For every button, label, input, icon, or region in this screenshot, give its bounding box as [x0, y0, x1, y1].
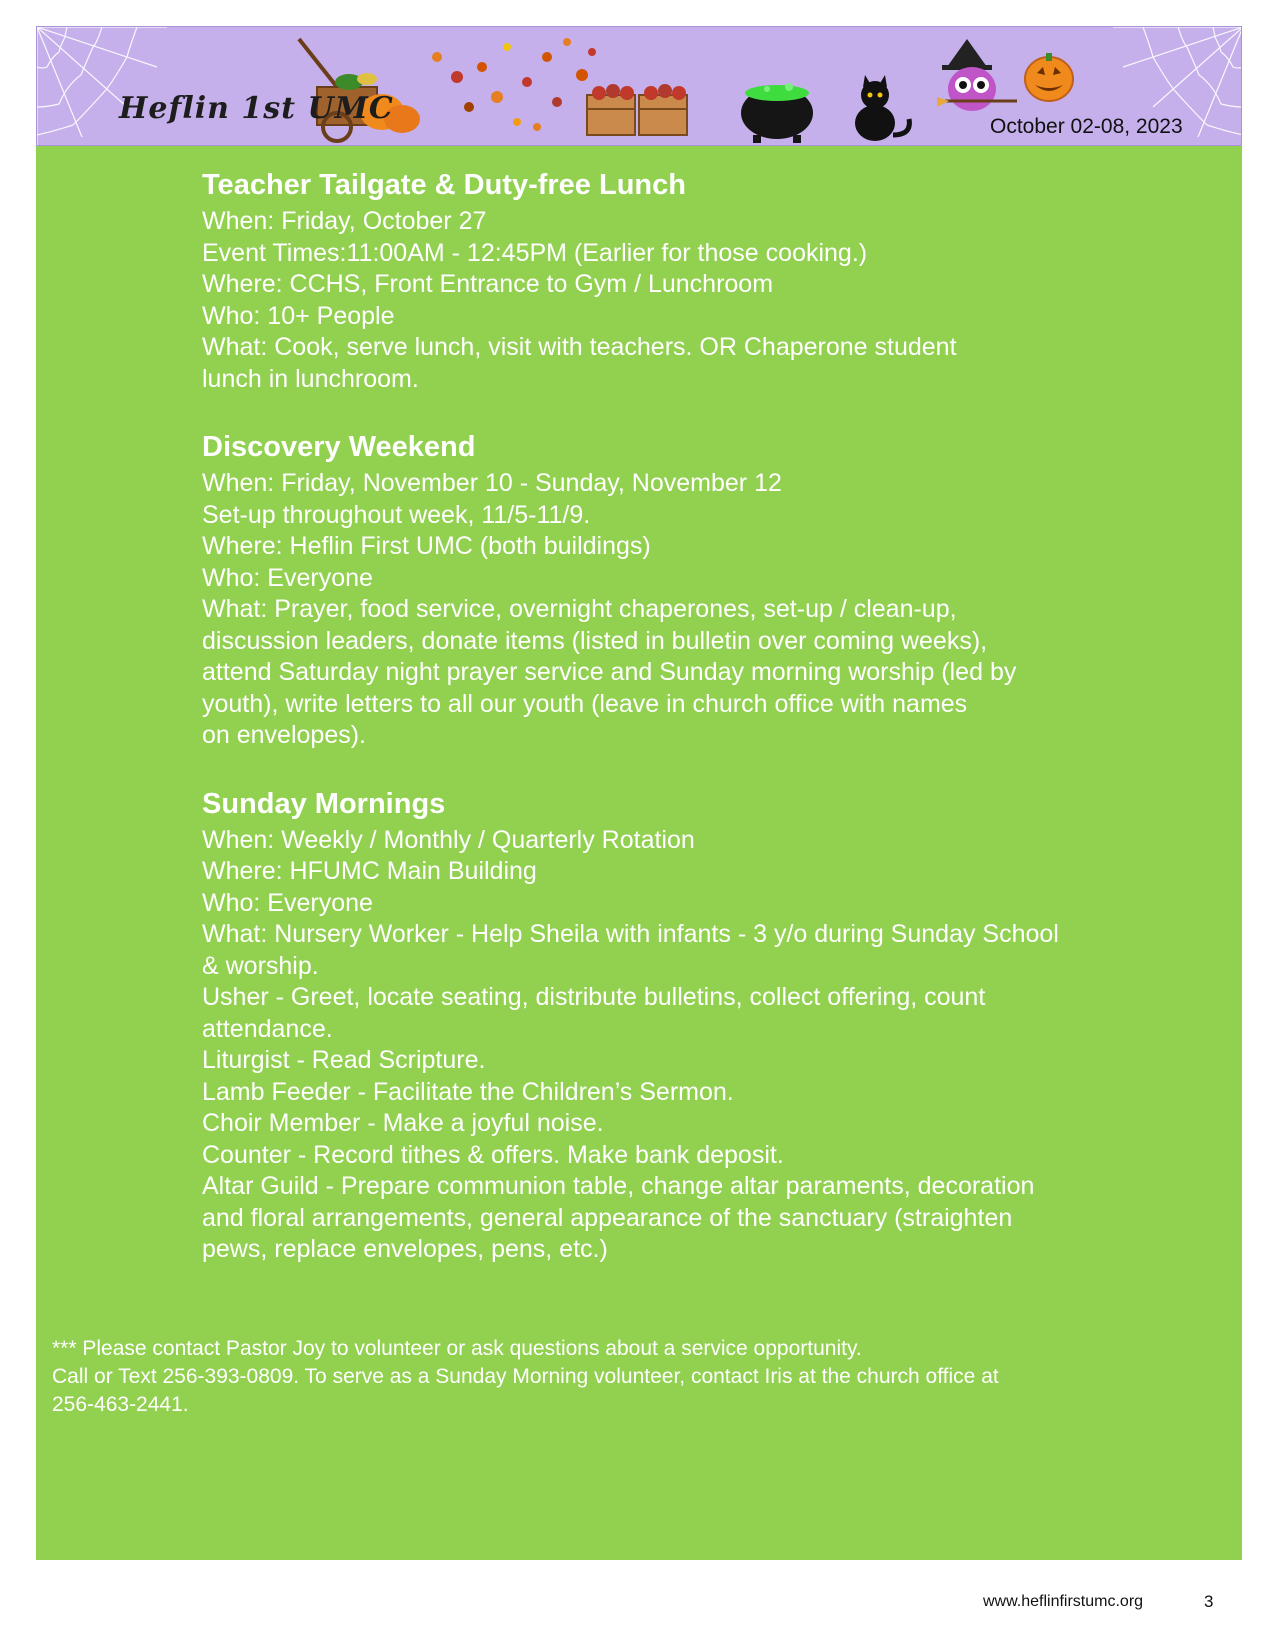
newsletter-date: October 02-08, 2023: [990, 115, 1183, 138]
detail-line: discussion leaders, donate items (listed in bulletin over coming weeks),: [202, 626, 988, 655]
detail-line: Choir Member - Make a joyful noise.: [202, 1109, 604, 1137]
opportunity-section: [202, 166, 1232, 395]
detail-line: Where: HFUMC Main Building: [202, 857, 537, 885]
detail-line: When: Friday, October 27: [202, 207, 487, 235]
section-heading: Teacher Tailgate & Duty-free Lunch: [202, 169, 686, 201]
detail-line: When: Weekly / Monthly / Quarterly Rotation: [202, 825, 695, 854]
header-banner: [36, 26, 1242, 146]
page-number: 3: [1204, 1592, 1214, 1611]
opportunity-section: [202, 428, 1232, 752]
detail-line: Set-up throughout week, 11/5-11/9.: [202, 500, 591, 529]
cauldron-icon: [741, 83, 813, 143]
detail-line: Altar Guild - Prepare communion table, change altar paraments, decoration: [202, 1172, 1035, 1200]
contact-note: [52, 1335, 1212, 1419]
spider-web-icon: [37, 27, 167, 145]
section-heading: Sunday Mornings: [202, 787, 446, 820]
note-line: 256-463-2441.: [52, 1393, 189, 1416]
apple-crates-icon: [587, 84, 687, 135]
detail-line: and floral arrangements, general appearance of the sanctuary (straighten: [202, 1203, 1013, 1232]
section-heading: Discovery Weekend: [202, 431, 476, 463]
note-line: *** Please contact Pastor Joy to volunteer or ask questions about a service opportunity.: [52, 1337, 862, 1360]
detail-line: attendance.: [202, 1014, 333, 1043]
detail-line: Event Times:11:00AM - 12:45PM (Earlier for those cooking.): [202, 238, 868, 267]
detail-line: youth), write letters to all our youth (leave in church office with names: [202, 689, 968, 718]
autumn-leaves-icon: [432, 38, 596, 131]
witch-owl-icon: [937, 39, 1017, 111]
opportunity-section: [202, 785, 1232, 1266]
content-panel: [36, 146, 1242, 1560]
detail-line: What: Cook, serve lunch, visit with teachers. OR Chaperone student: [202, 333, 957, 361]
detail-line: What: Prayer, food service, overnight chaperones, set-up / clean-up,: [202, 595, 957, 623]
detail-line: Where: Heflin First UMC (both buildings): [202, 532, 651, 560]
detail-line: Lamb Feeder - Facilitate the Children’s Sermon.: [202, 1077, 734, 1106]
detail-line: What: Nursery Worker - Help Sheila with infants - 3 y/o during Sunday School: [202, 920, 1059, 948]
detail-line: Counter - Record tithes & offers. Make bank deposit.: [202, 1140, 784, 1169]
detail-line: pews, replace envelopes, pens, etc.): [202, 1235, 608, 1263]
detail-line: Who: Everyone: [202, 888, 373, 917]
detail-line: Usher - Greet, locate seating, distribute bulletins, collect offering, count: [202, 983, 986, 1011]
note-line: Call or Text 256-393-0809. To serve as a Sunday Morning volunteer, contact Iris at the church office at: [52, 1365, 999, 1388]
detail-line: When: Friday, November 10 - Sunday, November 12: [202, 469, 782, 497]
detail-line: on envelopes).: [202, 721, 367, 749]
detail-line: Who: Everyone: [202, 563, 373, 592]
detail-line: attend Saturday night prayer service and Sunday morning worship (led by: [202, 658, 1017, 686]
detail-line: lunch in lunchroom.: [202, 364, 419, 393]
church-name: Heflin 1st UMC: [119, 91, 394, 126]
detail-line: Where: CCHS, Front Entrance to Gym / Lunchroom: [202, 270, 774, 298]
opportunities-list: [202, 166, 1232, 1299]
jack-o-lantern-icon: [1025, 53, 1073, 101]
black-cat-icon: [855, 75, 909, 141]
detail-line: Liturgist - Read Scripture.: [202, 1046, 486, 1074]
detail-line: Who: 10+ People: [202, 301, 395, 330]
website-link[interactable]: www.heflinfirstumc.org: [983, 1593, 1144, 1610]
detail-line: & worship.: [202, 951, 319, 980]
